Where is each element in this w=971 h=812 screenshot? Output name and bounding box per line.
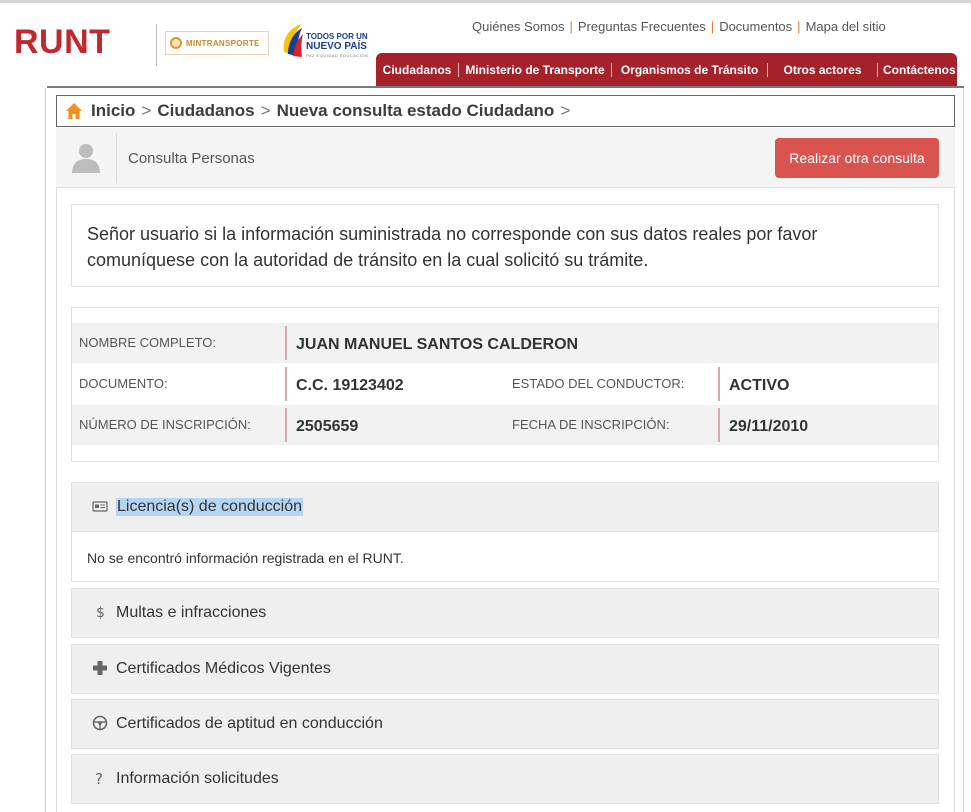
inscripcion-value: 2505659 xyxy=(296,418,359,435)
breadcrumb-ciudadanos[interactable]: Ciudadanos xyxy=(157,101,255,120)
license-card-icon xyxy=(92,498,108,514)
mintransporte-seal-icon xyxy=(170,37,182,49)
nombre-value: JUAN MANUEL SANTOS CALDERON xyxy=(296,336,579,353)
svg-text:$: $ xyxy=(96,605,105,620)
dollar-icon xyxy=(92,604,108,620)
consulta-personas-label: Consulta Personas xyxy=(128,150,255,167)
breadcrumb-separator: > xyxy=(260,101,271,120)
inscripcion-label: NÚMERO DE INSCRIPCIÓN: xyxy=(79,417,251,432)
section-certificados-medicos-header[interactable] xyxy=(71,644,939,694)
field-divider xyxy=(285,326,287,360)
licencias-empty-message: No se encontró información registrada en el RUNT. xyxy=(87,550,404,566)
pais-logo-line1: TODOS POR UN xyxy=(306,32,368,41)
section-licencias-title: Licencia(s) de conducción xyxy=(117,498,302,515)
breadcrumb-inicio[interactable]: Inicio xyxy=(91,101,136,120)
pais-logo-line2: NUEVO PAÍS xyxy=(306,41,367,52)
field-divider xyxy=(285,408,287,442)
field-divider xyxy=(718,408,720,442)
todos-por-un-nuevo-pais-logo[interactable] xyxy=(280,22,369,62)
section-multas-title: Multas e infracciones xyxy=(116,604,267,621)
section-multas-header[interactable] xyxy=(71,588,939,638)
estado-value: ACTIVO xyxy=(729,377,790,394)
top-link-documentos[interactable]: Documentos xyxy=(719,19,793,34)
breadcrumb xyxy=(56,95,955,127)
field-divider xyxy=(285,367,287,401)
colombia-flag-swoosh-icon xyxy=(280,22,304,58)
nav-item-contactenos[interactable]: Contáctenos xyxy=(877,63,957,77)
mintransporte-logo-text: MINTRANSPORTE xyxy=(186,38,260,48)
documento-label: DOCUMENTO: xyxy=(79,376,168,391)
nav-item-otros-actores[interactable]: Otros actores xyxy=(767,63,877,77)
pais-logo-line3: PAZ EQUIDAD EDUCACIÓN xyxy=(306,53,369,58)
top-link-quienes-somos[interactable]: Quiénes Somos xyxy=(472,19,565,34)
section-solicitudes-header[interactable] xyxy=(71,754,939,804)
question-icon xyxy=(92,770,108,786)
logo-divider xyxy=(156,24,157,66)
nav-item-ciudadanos[interactable]: Ciudadanos xyxy=(382,62,452,77)
nav-item-ministerio[interactable]: Ministerio de Transporte xyxy=(458,63,611,77)
top-link-separator: | xyxy=(797,19,801,34)
user-avatar-icon xyxy=(70,141,102,173)
fecha-label: FECHA DE INSCRIPCIÓN: xyxy=(512,417,670,432)
top-link-separator: | xyxy=(569,19,573,34)
section-licencias-header[interactable] xyxy=(71,482,939,532)
runt-logo[interactable]: RUNT xyxy=(14,23,111,61)
realizar-otra-consulta-button[interactable]: Realizar otra consulta xyxy=(775,138,939,178)
field-divider xyxy=(718,367,720,401)
section-certificados-medicos-title: Certificados Médicos Vigentes xyxy=(116,660,331,677)
documento-value: C.C. 19123402 xyxy=(296,377,404,394)
nombre-label: NOMBRE COMPLETO: xyxy=(79,335,217,350)
breadcrumb-separator: > xyxy=(141,101,152,120)
top-links xyxy=(472,19,886,34)
top-link-mapa-del-sitio[interactable]: Mapa del sitio xyxy=(805,19,886,34)
section-licencias-body xyxy=(71,532,939,582)
home-icon[interactable] xyxy=(65,102,83,120)
section-certificados-aptitud-title: Certificados de aptitud en conducción xyxy=(116,715,383,732)
top-border xyxy=(0,0,971,3)
breadcrumb-nueva-consulta[interactable]: Nueva consulta estado Ciudadano xyxy=(276,101,555,120)
section-solicitudes-title: Información solicitudes xyxy=(116,770,279,787)
medical-cross-icon xyxy=(92,660,108,676)
steering-wheel-icon xyxy=(92,715,108,731)
mintransporte-logo[interactable] xyxy=(165,31,269,55)
section-certificados-aptitud-header[interactable] xyxy=(71,699,939,749)
person-bar-divider xyxy=(116,133,117,183)
main-nav xyxy=(376,53,957,86)
top-link-separator: | xyxy=(710,19,715,34)
user-notice: Señor usuario si la información suministrada no corresponde con sus datos reales por favor comuníquese con la autoridad de tránsito en la cual solicitó su trámite. xyxy=(71,204,939,287)
svg-text:?: ? xyxy=(95,770,103,786)
info-row-documento xyxy=(72,364,938,404)
breadcrumb-separator: > xyxy=(560,101,571,120)
fecha-value: 29/11/2010 xyxy=(729,418,809,435)
nav-item-organismos[interactable]: Organismos de Tránsito xyxy=(611,63,767,77)
top-link-preguntas-frecuentes[interactable]: Preguntas Frecuentes xyxy=(577,19,706,34)
estado-label: ESTADO DEL CONDUCTOR: xyxy=(512,376,685,391)
